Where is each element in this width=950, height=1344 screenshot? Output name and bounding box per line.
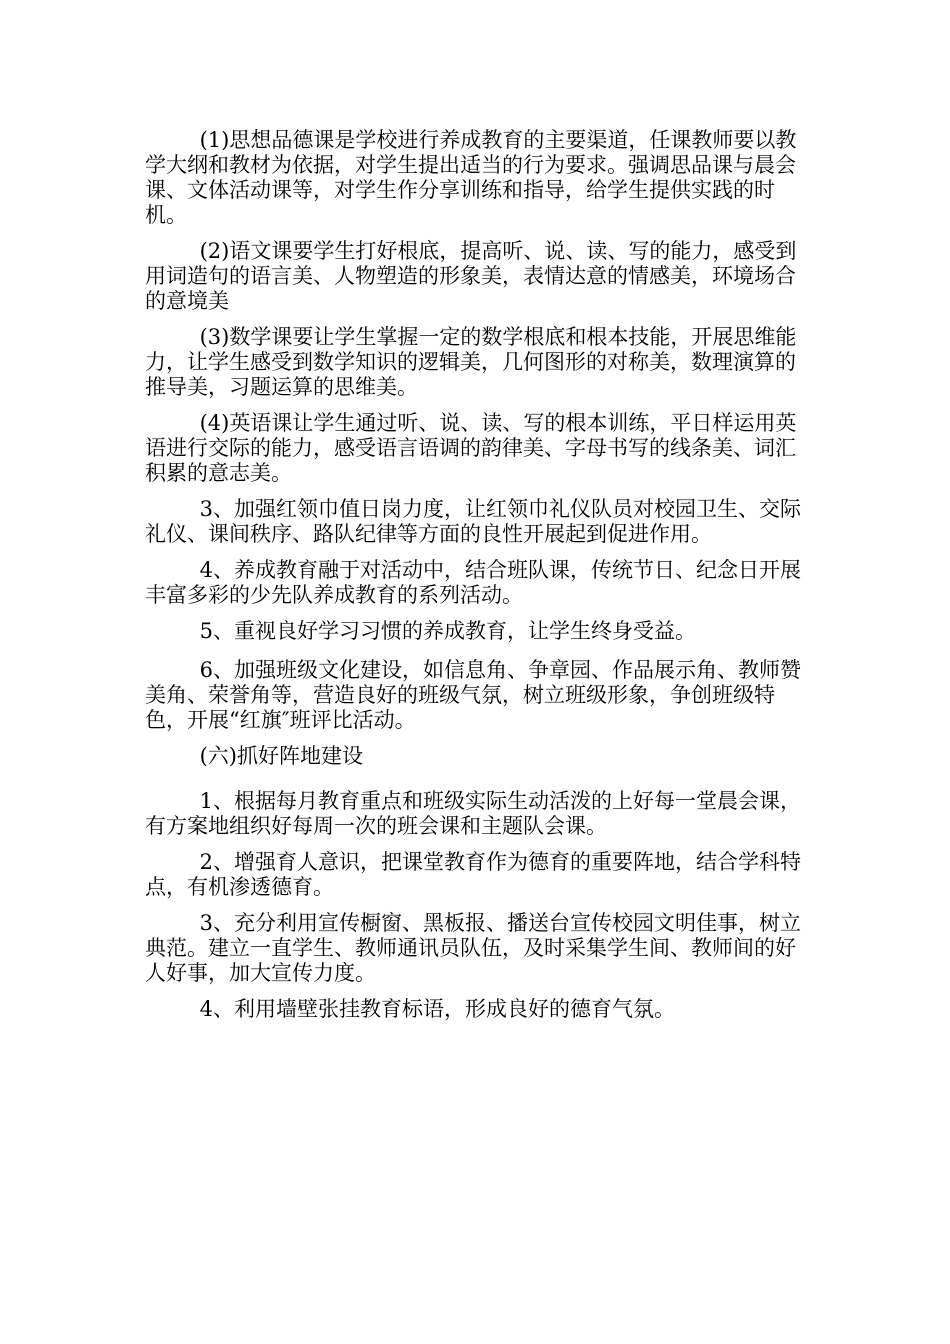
paragraph-activities: 4、养成教育融于对活动中，结合班队课，传统节日、纪念日开展丰富多彩的少先队养成教育的系列活动。 [145,558,801,607]
section-heading-position-building: (六)抓好阵地建设 [199,744,363,768]
paragraph-wall-slogans: 4、利用墙壁张挂教育标语，形成良好的德育气氛。 [199,997,675,1021]
document-body [145,128,810,1033]
paragraph-english-course: (4)英语课让学生通过听、说、读、写的根本训练，平日样运用英语进行交际的能力，感受语言语调的韵律美、字母书写的线条美、词汇积累的意志美。 [145,411,797,485]
paragraph-study-habits: 5、重视良好学习习惯的养成教育，让学生终身受益。 [199,619,696,643]
paragraph-morning-meeting: 1、根据每月教育重点和班级实际生动活泼的上好每一堂晨会课，有方案地组织好每周一次的班会课和主题队会课。 [145,789,801,838]
paragraph-moral-education-course: (1)思想品德课是学校进行养成教育的主要渠道，任课教师要以教学大纲和教材为依据，对学生提出适当的行为要求。强调思品课与晨会课、文体活动课等，对学生作分享训练和指导，给学生提供实践的时机。 [145,128,797,227]
paragraph-math-course: (3)数学课要让学生掌握一定的数学根底和根本技能，开展思维能力，让学生感受到数学知识的逻辑美，几何图形的对称美，数理演算的推导美，习题运算的思维美。 [145,325,797,399]
paragraph-class-culture: 6、加强班级文化建设，如信息角、争章园、作品展示角、教师赞美角、荣誉角等，营造良好的班级气氛，树立班级形象，争创班级特色，开展“红旗″班评比活动。 [145,658,801,732]
paragraph-publicity: 3、充分利用宣传橱窗、黑板报、播送台宣传校园文明佳事，树立典范。建立一直学生、教师通讯员队伍，及时采集学生间、教师间的好人好事，加大宣传力度。 [145,911,801,985]
paragraph-classroom-education: 2、增强育人意识，把课堂教育作为德育的重要阵地，结合学科特点，有机渗透德育。 [145,850,801,899]
paragraph-chinese-course: (2)语文课要学生打好根底，提高听、说、读、写的能力，感受到用词造句的语言美、人物塑造的形象美，表情达意的情感美，环境场合的意境美 [145,239,797,313]
paragraph-red-scarf-duty: 3、加强红领巾值日岗力度，让红领巾礼仪队员对校园卫生、交际礼仪、课间秩序、路队纪律等方面的良性开展起到促进作用。 [145,497,801,546]
